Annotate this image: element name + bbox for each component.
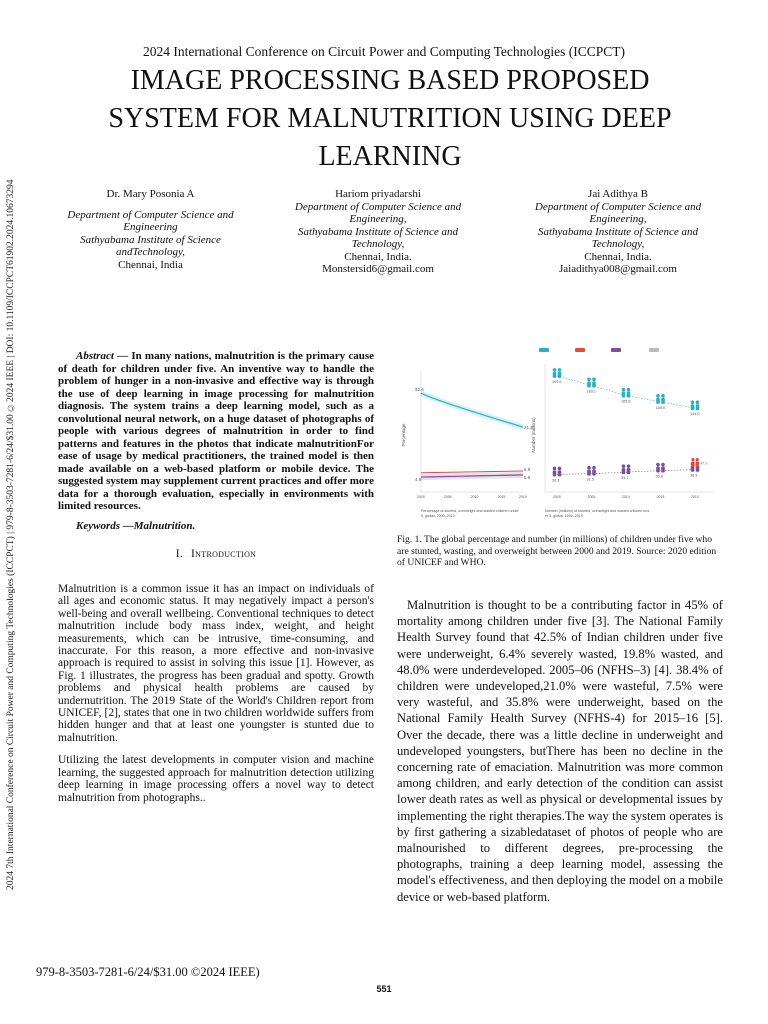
x-tick-label: 2000 <box>417 495 425 499</box>
person-icon <box>622 468 626 474</box>
person-icon <box>592 378 596 382</box>
person-icon <box>656 467 660 473</box>
person-icon <box>627 392 631 398</box>
abstract: Abstract — In many nations, malnutrition is the primary cause of death for children under five. An inventive way to handle the problem of hunger in a non-invasive and effective way is through the use of deep learning in image processing for malnutrition diagnosis. The system trains a deep learning model, such as a convolutional neural network, on a huge dataset of photographs of people with various degrees of malnutrition in order to find patterns and features in the photos that indicate malnutritionFor ease of usage by medical practitioners, the trained model is then made available on a web-based platform or mobile device. The suggested system may supplement current practices and offer more data for a thorough evaluation, especially in environments with limited resources. <box>58 350 375 512</box>
author-inst: Sathyabama Institute of Science and Technology, <box>297 225 459 250</box>
person-icon <box>696 461 699 467</box>
y-axis-label: Number (millions) <box>531 417 536 453</box>
person-icon <box>696 404 700 410</box>
person-icon <box>627 468 631 474</box>
x-axis-label: 5, global, 2000–2019 <box>421 514 455 518</box>
paper-title: IMAGE PROCESSING BASED PROPOSED SYSTEM FOR MALNUTRITION USING DEEP LEARNING <box>108 65 672 172</box>
paragraph: Utilizing the latest developments in computer vision and machine learning, the suggested approach for malnutrition detection utilizing deep learning in image processing offers a novel way to detect malnutrition from photographs.. <box>58 754 374 804</box>
data-label: 34.1 <box>621 476 629 481</box>
figure-1 <box>397 340 723 528</box>
author-name: Dr. Mary Posonia A <box>106 188 195 200</box>
person-icon <box>587 381 591 387</box>
person-icon <box>696 400 700 404</box>
abstract-text: In many nations, malnutrition is the primary cause of death for children under five. An inventive way to handle the problem of hunger in a non-invasive and effective way is through the use of deep learning in image processing for malnutrition diagnosis. The system trains a deep learning model, such as a convolutional neural network, on a huge dataset of photographs of people with various degrees of malnutrition in order to find patterns and features in the photos that indicate malnutritionFor ease of usage by medical practitioners, the trained model is then made available on a web-based platform or mobile device. The suggested system may supplement current practices and offer more data for a thorough evaluation, especially in environments with limited resources. <box>58 350 375 512</box>
person-icon <box>558 368 562 372</box>
x-axis-label: Percentage of stunted, overweight and wasted children under <box>421 509 519 513</box>
x-axis-label: Number (millions) of stunted, overweight and wasted children und <box>545 509 650 513</box>
legend-swatch <box>575 348 585 352</box>
keywords: Keywords —Malnutrition. <box>76 520 196 532</box>
person-icon <box>553 470 557 476</box>
y-axis-label: Percentage <box>401 423 406 447</box>
person-icon <box>656 398 660 404</box>
person-icon <box>553 372 557 378</box>
legend-swatch <box>539 348 549 352</box>
data-label: 6.9 <box>524 466 531 472</box>
data-label: 30.3 <box>552 478 560 483</box>
conference-header: 2024 International Conference on Circuit Power and Computing Technologies (ICCPCT) <box>142 44 626 59</box>
data-label: 144.0 <box>690 412 700 417</box>
data-label: 4.9 <box>415 477 422 483</box>
person-icon <box>587 378 591 382</box>
author-block-2 <box>288 188 468 276</box>
author-block-3 <box>528 188 708 276</box>
author-inst: Sathyabama Institute of Science and Technology, <box>537 225 699 250</box>
author-dept: Department of Computer Science and Engineering <box>67 208 234 233</box>
person-icon <box>691 400 695 404</box>
person-icon <box>622 388 626 392</box>
x-tick-label: 2000 <box>553 495 561 499</box>
author-name: Jai Adithya B <box>588 188 648 200</box>
person-icon <box>691 404 695 410</box>
person-icon <box>592 381 596 387</box>
person-icon <box>691 461 694 467</box>
person-icon <box>656 463 660 467</box>
x-tick-label: 2019 <box>691 495 699 499</box>
footer-copyright: 979-8-3503-7281-6/24/$31.00 ©2024 IEEE) <box>36 965 260 979</box>
x-tick-label: 2005 <box>443 495 452 499</box>
person-icon <box>592 470 596 476</box>
x-tick-label: 2010 <box>622 495 630 499</box>
person-icon <box>558 470 562 476</box>
author-inst: Sathyabama Institute of Science andTechnology, <box>80 233 221 258</box>
x-axis-label: er 5, global, 2000–2019 <box>545 514 583 518</box>
data-label: 31.5 <box>586 477 594 482</box>
person-icon <box>627 388 631 392</box>
person-icon <box>661 398 665 404</box>
section-heading <box>58 548 374 560</box>
x-tick-label: 2005 <box>587 495 596 499</box>
author-location: Chennai, India <box>118 258 183 271</box>
data-label: 183.1 <box>586 389 597 394</box>
person-icon <box>656 394 660 398</box>
x-tick-label: 2015 <box>497 495 506 499</box>
author-dept: Department of Computer Science and Engineering, <box>534 200 702 225</box>
series-band <box>421 390 523 430</box>
paragraph: Malnutrition is a common issue it has an impact on individuals of all ages and economic status. It may negatively impact a person's well-being and overall wellbeing. Conventional techniques to detect malnutrition include body mass index, weight, and height measurements, which can be intrusive, time-consuming, and inaccurate. For this reason, a more effective and non-invasive approach is required to assist in solving this issue [1]. However, as Fig. 1 illustrates, the progress has been gradual and spotty. Growth problems and physical health problems are caused by undernutrition. The 2019 State of the World's Children report from UNICEF, [2], states that one in two children worldwide suffers from hidden hunger and that at least one youngster is stunted due to malnutrition. <box>58 583 374 744</box>
figure-caption: Fig. 1. The global percentage and number (in millions) of children under five who are stunted, wasting, and overweight between 2000 and 2019. Source: 2020 edition of UNICEF and WHO. <box>397 534 717 568</box>
paragraph: Malnutrition is thought to be a contributing factor in 45% of mortality among children under five [3]. The National Family Health Survey found that 42.5% of Indian children under five were underweight, 6.4% severely wasted, 19.8% wasted, and 48.0% were underdeveloped. 2005–06 (NFHS–3) [4]. 38.4% of children were undeveloped,21.0% were wasteful, 7.5% were very wasteful, and 35.8% were underweight, based on the National Family Health Survey (NFHS-4) for 2015–16 [5]. Over the decade, there was a little decline in underweight and undeveloped youngsters, butThere has been no decline in the concerning rate of emaciation. Malnutrition was more common among children, and early detection of the condition can assist lower death rates as well as physical or developmental issues by implementing the right therapies.The way the system operates is by first gathering a sizabledataset of photos of people who are malnourished to different degrees, pre-processing the photographs, training a deep learning model, assessing the model's effectiveness, and then deploying the model on a mobile device or web-based platform. <box>397 598 723 904</box>
x-tick-label: 2015 <box>656 495 665 499</box>
trend-line <box>557 470 695 475</box>
person-icon <box>587 466 591 470</box>
author-email[interactable]: Jaiadithya008@gmail.com <box>559 263 677 275</box>
legend-swatch <box>649 348 659 352</box>
person-icon <box>627 464 631 468</box>
x-tick-label: 2019 <box>519 495 527 499</box>
person-icon <box>587 470 591 476</box>
doi-sidebar: 2024 7th International Conference on Circuit Power and Computing Technologies (ICCPCT) | 979-8-3503-7281-6/24/$31.00 ©2024 IEEE | DOI: 10.1109/ICCPCT61902.2024.10673294 <box>6 179 16 890</box>
left-column <box>58 583 374 814</box>
person-icon <box>661 394 665 398</box>
person-icon <box>696 458 699 461</box>
data-label: 155.0 <box>655 405 666 410</box>
person-icon <box>622 392 626 398</box>
author-block-1 <box>58 188 243 271</box>
data-label: 36.9 <box>655 474 663 479</box>
data-label: 199.5 <box>552 379 562 384</box>
data-label: 165.8 <box>621 399 631 404</box>
author-email[interactable]: Monstersid6@gmail.com <box>322 263 434 275</box>
person-icon <box>553 467 557 471</box>
author-location: Chennai, India. <box>344 250 412 263</box>
person-icon <box>558 467 562 471</box>
figure-chart <box>397 340 723 528</box>
legend-swatch <box>611 348 621 352</box>
data-label: 32.4 <box>415 387 424 393</box>
right-column <box>397 597 723 905</box>
data-label: 47.0 <box>700 461 708 466</box>
author-dept: Department of Computer Science and Engineering, <box>294 200 462 225</box>
data-label: 21.3 <box>524 425 533 431</box>
data-label: 5.6 <box>524 474 531 480</box>
person-icon <box>592 466 596 470</box>
x-tick-label: 2010 <box>470 495 479 499</box>
person-icon <box>622 464 626 468</box>
person-icon <box>553 368 557 372</box>
person-icon <box>661 467 665 473</box>
person-icon <box>691 458 694 461</box>
person-icon <box>661 463 665 467</box>
page-number: 551 <box>376 984 392 994</box>
author-location: Chennai, India. <box>584 250 652 263</box>
data-label: 38.3 <box>690 473 698 478</box>
abstract-label: Abstract <box>76 350 114 362</box>
person-icon <box>558 372 562 378</box>
author-name: Hariom priyadarshi <box>335 188 421 200</box>
section-number: I. <box>175 548 184 560</box>
section-title: Introduction <box>191 548 257 560</box>
